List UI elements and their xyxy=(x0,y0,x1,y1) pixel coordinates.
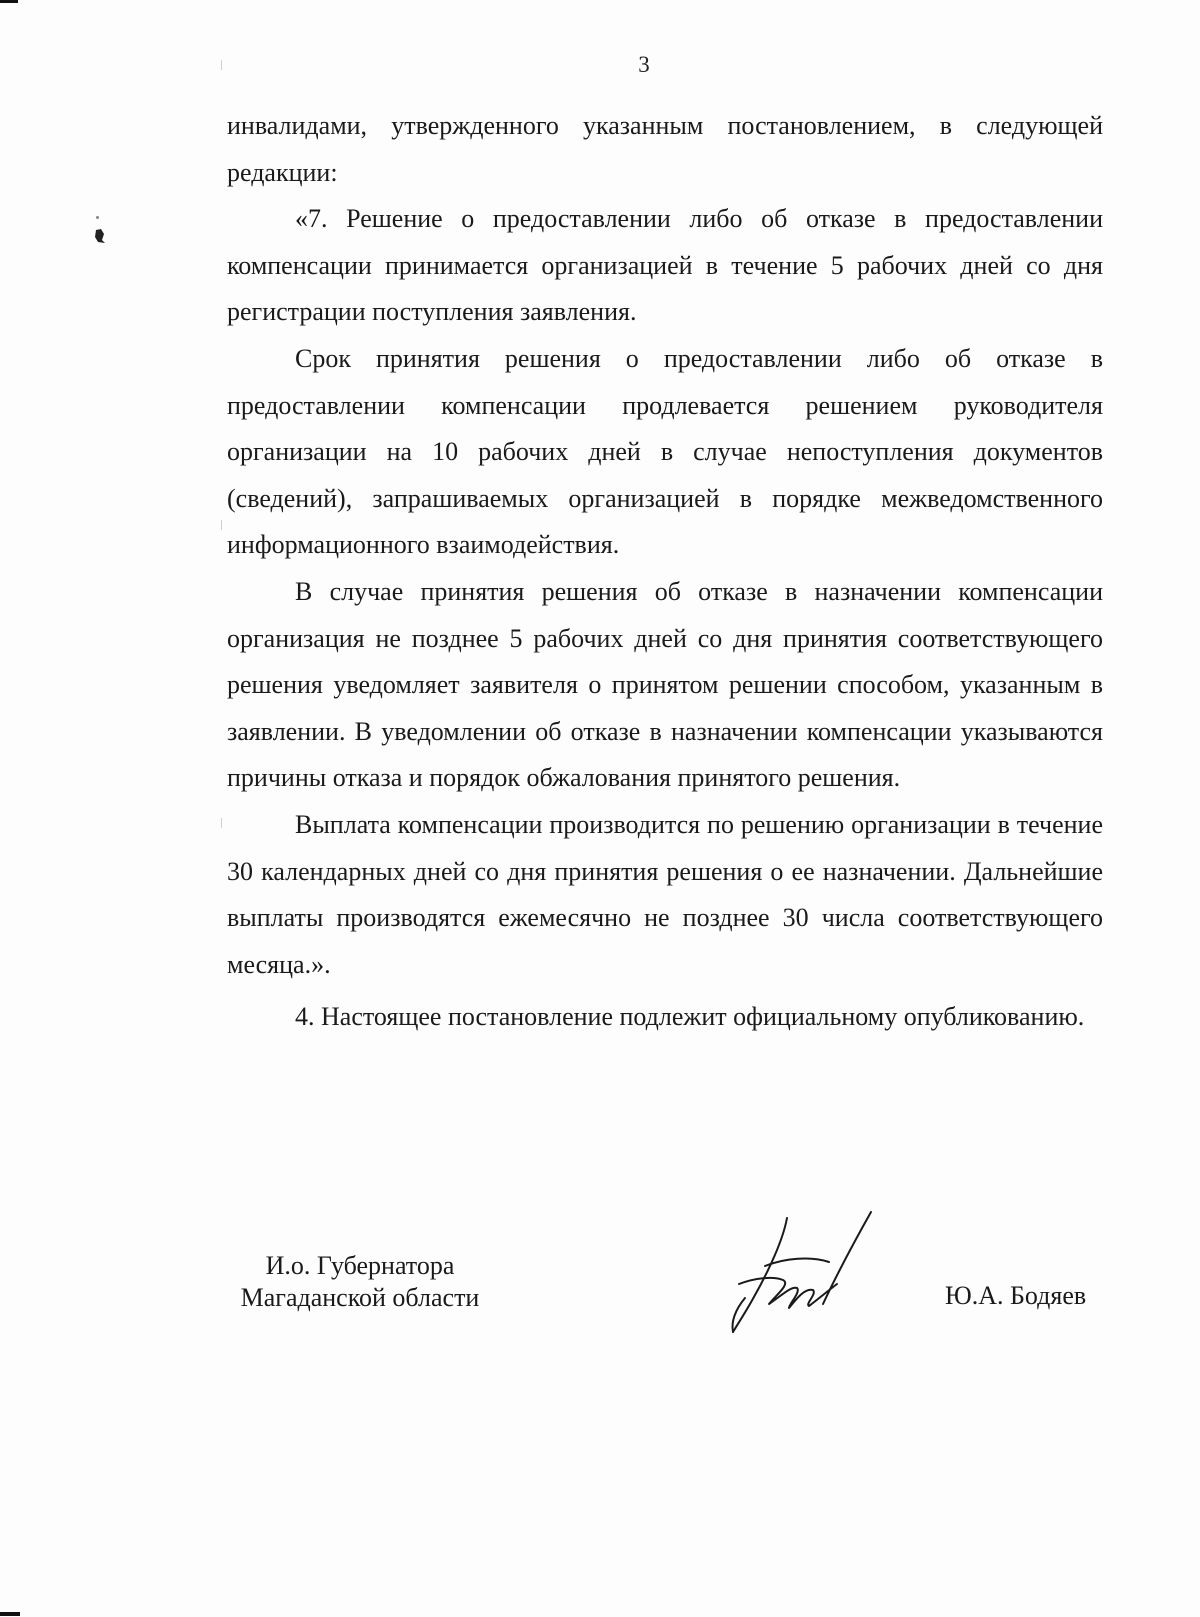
document-body xyxy=(227,103,1103,1041)
scan-edge-tick xyxy=(221,818,222,828)
scan-edge-tick xyxy=(221,520,222,530)
handwritten-signature-icon xyxy=(725,1200,895,1340)
paragraph-continuation: инвалидами, утвержденного указанным постановлением, в следующей редакции: xyxy=(227,111,1103,187)
paragraph-term-extension: Срок принятия решения о предоставлении либо об отказе в предоставлении компенсации продлевается решением руководителя организации на 10 рабочих дней в случае непоступления документов (сведений), запрашиваемых организацией в порядке межведомственного информационного взаимодействия. xyxy=(227,343,1103,560)
signatory-title-line1: И.о. Губернатора xyxy=(265,1251,455,1280)
paragraph-item-7: «7. Решение о предоставлении либо об отказе в предоставлении компенсации принимается организацией в течение 5 рабочих дней со дня регистрации поступления заявления. xyxy=(227,204,1103,327)
scan-corner-mark xyxy=(0,0,18,3)
scan-edge-tick xyxy=(221,60,222,70)
scan-artifact-icon xyxy=(93,228,107,244)
scan-dot xyxy=(96,216,99,219)
signatory-title xyxy=(230,1250,490,1314)
paragraph-payment: Выплата компенсации производится по решению организации в течение 30 календарных дней со дня принятия решения о ее назначении. Дальнейшие выплаты производятся ежемесячно не позднее 30 числа соответствующего месяца.». xyxy=(227,809,1103,979)
signatory-name: Ю.А. Бодяев xyxy=(945,1281,1087,1310)
page-number: 3 xyxy=(638,52,650,77)
signatory-title-line2: Магаданской области xyxy=(240,1283,480,1312)
scan-bottom-mark xyxy=(0,1612,20,1616)
paragraph-refusal-notice: В случае принятия решения об отказе в назначении компенсации организация не позднее 5 рабочих дней со дня принятия соответствующего решения уведомляет заявителя о принятом решении способом, указанным в заявлении. В уведомлении об отказе в назначении компенсации указываются причины отказа и порядок обжалования принятого решения. xyxy=(227,576,1103,793)
paragraph-publication: 4. Настоящее постановление подлежит официальному опубликованию. xyxy=(295,1002,1085,1032)
